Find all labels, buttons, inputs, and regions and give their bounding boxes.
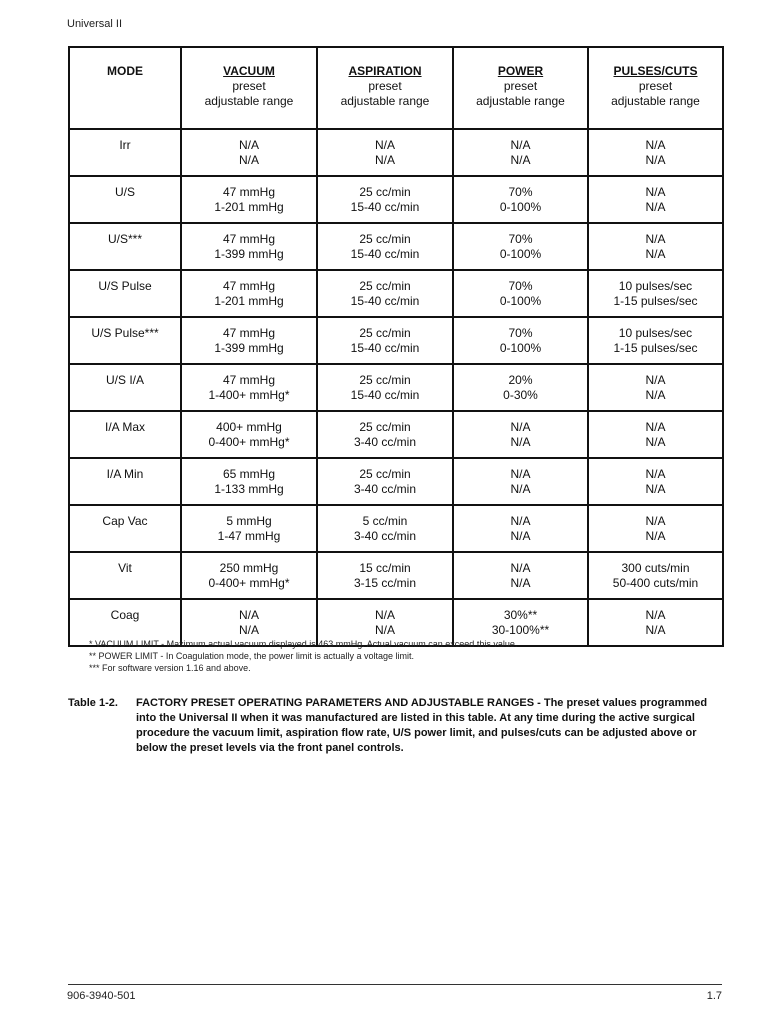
adjustable-range: 0-100% [499, 341, 542, 355]
pulses-cell [588, 411, 723, 458]
adjustable-range: 3-40 cc/min [353, 435, 417, 449]
page-number: 1.7 [706, 990, 722, 1002]
preset-value: 25 cc/min [359, 279, 411, 293]
preset-value: 47 mmHg [222, 326, 275, 340]
adjustable-range: 15-40 cc/min [350, 247, 420, 261]
adjustable-range: 0-400+ mmHg* [208, 576, 290, 590]
adjustable-range: N/A [374, 153, 395, 167]
table-row [69, 129, 723, 176]
adjustable-range: 3-40 cc/min [353, 529, 417, 543]
preset-value: N/A [510, 561, 531, 575]
preset-value: 47 mmHg [222, 185, 275, 199]
preset-value: 70% [508, 326, 533, 340]
vacuum-cell [181, 411, 317, 458]
vacuum-cell [181, 552, 317, 599]
table-row [69, 505, 723, 552]
aspiration-cell [317, 458, 453, 505]
vacuum-cell [181, 223, 317, 270]
adjustable-range: 30-100%** [491, 623, 550, 637]
adjustable-range: N/A [645, 482, 666, 496]
preset-value: 5 mmHg [226, 514, 272, 528]
caption-label: Table 1-2. [68, 697, 118, 709]
adjustable-range: 1-15 pulses/sec [613, 294, 698, 308]
column-header-power [453, 47, 588, 129]
preset-value: 70% [508, 279, 533, 293]
adjustable-range: N/A [645, 388, 666, 402]
preset-value: N/A [238, 138, 259, 152]
preset-value: N/A [374, 138, 395, 152]
pulses-cell [588, 364, 723, 411]
adjustable-range: 1-201 mmHg [214, 200, 284, 214]
mode-cell: U/S [69, 176, 181, 223]
aspiration-cell [317, 411, 453, 458]
column-subtitle-range: adjustable range [340, 94, 430, 108]
table-caption [68, 696, 722, 756]
adjustable-range: N/A [238, 623, 259, 637]
column-subtitle-range: adjustable range [476, 94, 565, 108]
preset-value: 5 cc/min [362, 514, 408, 528]
vacuum-cell [181, 317, 317, 364]
footnote-vacuum-limit: * VACUUM LIMIT - Maximum actual vacuum displayed is 463 mmHg. Actual vacuum can exceed this value. [89, 639, 518, 649]
adjustable-range: 0-100% [499, 200, 542, 214]
table-row [69, 317, 723, 364]
power-cell [453, 176, 588, 223]
pulses-cell [588, 176, 723, 223]
adjustable-range: 50-400 cuts/min [612, 576, 699, 590]
preset-value: 25 cc/min [359, 232, 411, 246]
column-title: ASPIRATION [348, 64, 422, 78]
adjustable-range: N/A [510, 482, 531, 496]
aspiration-cell [317, 317, 453, 364]
pulses-cell [588, 599, 723, 646]
adjustable-range: 1-201 mmHg [214, 294, 284, 308]
pulses-cell [588, 317, 723, 364]
preset-value: 47 mmHg [222, 232, 275, 246]
aspiration-cell [317, 552, 453, 599]
adjustable-range: 1-47 mmHg [217, 529, 281, 543]
power-cell [453, 411, 588, 458]
preset-value: N/A [510, 514, 531, 528]
power-cell [453, 317, 588, 364]
column-subtitle-preset: preset [368, 79, 402, 93]
power-cell [453, 552, 588, 599]
aspiration-cell [317, 129, 453, 176]
aspiration-cell [317, 176, 453, 223]
adjustable-range: N/A [645, 153, 666, 167]
pulses-cell [588, 552, 723, 599]
preset-value: N/A [238, 608, 259, 622]
running-header: Universal II [67, 18, 123, 30]
table-row [69, 176, 723, 223]
adjustable-range: 15-40 cc/min [350, 388, 420, 402]
adjustable-range: 15-40 cc/min [350, 200, 420, 214]
preset-value: N/A [645, 185, 666, 199]
table-header [69, 47, 723, 129]
column-header-mode [69, 47, 181, 129]
preset-value: 70% [508, 232, 533, 246]
column-title: VACUUM [223, 64, 275, 78]
preset-value: 30%** [503, 608, 538, 622]
adjustable-range: N/A [510, 529, 531, 543]
adjustable-range: N/A [645, 623, 666, 637]
mode-cell: Coag [69, 599, 181, 646]
mode-cell: I/A Min [69, 458, 181, 505]
parameters-table [68, 46, 724, 647]
adjustable-range: N/A [645, 247, 666, 261]
mode-cell: Cap Vac [69, 505, 181, 552]
adjustable-range: 0-30% [503, 388, 538, 402]
power-cell [453, 458, 588, 505]
document-number: 906-3940-501 [67, 990, 136, 1002]
preset-value: 25 cc/min [359, 185, 411, 199]
preset-value: 25 cc/min [359, 373, 411, 387]
adjustable-range: 0-100% [499, 247, 542, 261]
preset-value: 400+ mmHg [216, 420, 282, 434]
preset-value: 25 cc/min [359, 326, 411, 340]
preset-value: 250 mmHg [219, 561, 279, 575]
column-title: POWER [497, 64, 544, 78]
adjustable-range: 3-15 cc/min [353, 576, 417, 590]
adjustable-range: 1-399 mmHg [214, 341, 284, 355]
table-row [69, 223, 723, 270]
pulses-cell [588, 458, 723, 505]
preset-value: 25 cc/min [359, 420, 411, 434]
header-row [69, 47, 723, 129]
vacuum-cell [181, 505, 317, 552]
adjustable-range: N/A [645, 529, 666, 543]
footnote-power-limit: ** POWER LIMIT - In Coagulation mode, the power limit is actually a voltage limit. [89, 651, 414, 661]
column-subtitle-preset: preset [638, 79, 673, 93]
column-header-pulses-cuts [588, 47, 723, 129]
preset-value: 25 cc/min [359, 467, 411, 481]
pulses-cell [588, 223, 723, 270]
column-subtitle-preset: preset [232, 79, 266, 93]
column-title: MODE [107, 64, 143, 78]
column-subtitle-preset: preset [503, 79, 538, 93]
caption-text: FACTORY PRESET OPERATING PARAMETERS AND ADJUSTABLE RANGES - The preset values programmed into the Universal II when it was manufactured are listed in this table. At any time during the active surgical procedure the vacuum limit, aspiration flow rate, U/S power limit, and pulses/cuts can be adjusted above or below the preset levels via the front panel controls. [136, 697, 708, 754]
adjustable-range: 1-400+ mmHg* [208, 388, 290, 402]
preset-value: 65 mmHg [222, 467, 275, 481]
mode-cell: Irr [69, 129, 181, 176]
vacuum-cell [181, 458, 317, 505]
adjustable-range: 1-133 mmHg [214, 482, 284, 496]
table-row [69, 411, 723, 458]
preset-value: N/A [645, 232, 666, 246]
adjustable-range: 0-100% [499, 294, 542, 308]
table-row [69, 458, 723, 505]
adjustable-range: 15-40 cc/min [350, 294, 420, 308]
mode-cell: U/S Pulse [69, 270, 181, 317]
preset-value: N/A [645, 514, 666, 528]
power-cell [453, 223, 588, 270]
vacuum-cell [181, 129, 317, 176]
table-row [69, 364, 723, 411]
table-body [69, 129, 723, 646]
adjustable-range: 15-40 cc/min [350, 341, 420, 355]
footer-rule [68, 984, 722, 985]
footnotes [89, 638, 517, 674]
preset-value: N/A [645, 467, 666, 481]
adjustable-range: N/A [510, 153, 531, 167]
aspiration-cell [317, 505, 453, 552]
power-cell [453, 270, 588, 317]
vacuum-cell [181, 270, 317, 317]
adjustable-range: 1-399 mmHg [214, 247, 284, 261]
mode-cell: U/S I/A [69, 364, 181, 411]
column-subtitle-range: adjustable range [204, 94, 294, 108]
preset-value: 20% [508, 373, 533, 387]
mode-cell: U/S Pulse*** [69, 317, 181, 364]
adjustable-range: N/A [510, 435, 531, 449]
power-cell [453, 364, 588, 411]
preset-value: 300 cuts/min [621, 561, 690, 575]
pulses-cell [588, 129, 723, 176]
pulses-cell [588, 505, 723, 552]
table-row [69, 552, 723, 599]
preset-value: N/A [510, 138, 531, 152]
column-subtitle-range: adjustable range [611, 94, 700, 108]
adjustable-range: 3-40 cc/min [353, 482, 417, 496]
preset-value: 10 pulses/sec [618, 279, 693, 293]
pulses-cell [588, 270, 723, 317]
power-cell [453, 505, 588, 552]
table-row [69, 270, 723, 317]
footnote-software-version: *** For software version 1.16 and above. [89, 663, 251, 673]
adjustable-range: N/A [645, 200, 666, 214]
aspiration-cell [317, 364, 453, 411]
preset-value: N/A [510, 420, 531, 434]
adjustable-range: N/A [374, 623, 395, 637]
column-title: PULSES/CUTS [613, 64, 698, 78]
adjustable-range: N/A [645, 435, 666, 449]
aspiration-cell [317, 270, 453, 317]
preset-value: N/A [645, 420, 666, 434]
power-cell [453, 129, 588, 176]
column-header-aspiration [317, 47, 453, 129]
adjustable-range: 0-400+ mmHg* [208, 435, 290, 449]
preset-value: N/A [645, 138, 666, 152]
mode-cell: I/A Max [69, 411, 181, 458]
column-header-vacuum [181, 47, 317, 129]
preset-value: N/A [374, 608, 395, 622]
mode-cell: Vit [69, 552, 181, 599]
aspiration-cell [317, 223, 453, 270]
adjustable-range: 1-15 pulses/sec [613, 341, 698, 355]
vacuum-cell [181, 364, 317, 411]
preset-value: 15 cc/min [359, 561, 411, 575]
preset-value: 47 mmHg [222, 373, 275, 387]
preset-value: N/A [510, 467, 531, 481]
mode-cell: U/S*** [69, 223, 181, 270]
preset-value: 47 mmHg [222, 279, 275, 293]
preset-value: 10 pulses/sec [618, 326, 693, 340]
preset-value: N/A [645, 608, 666, 622]
preset-value: 70% [508, 185, 533, 199]
adjustable-range: N/A [510, 576, 531, 590]
adjustable-range: N/A [238, 153, 259, 167]
preset-value: N/A [645, 373, 666, 387]
vacuum-cell [181, 176, 317, 223]
